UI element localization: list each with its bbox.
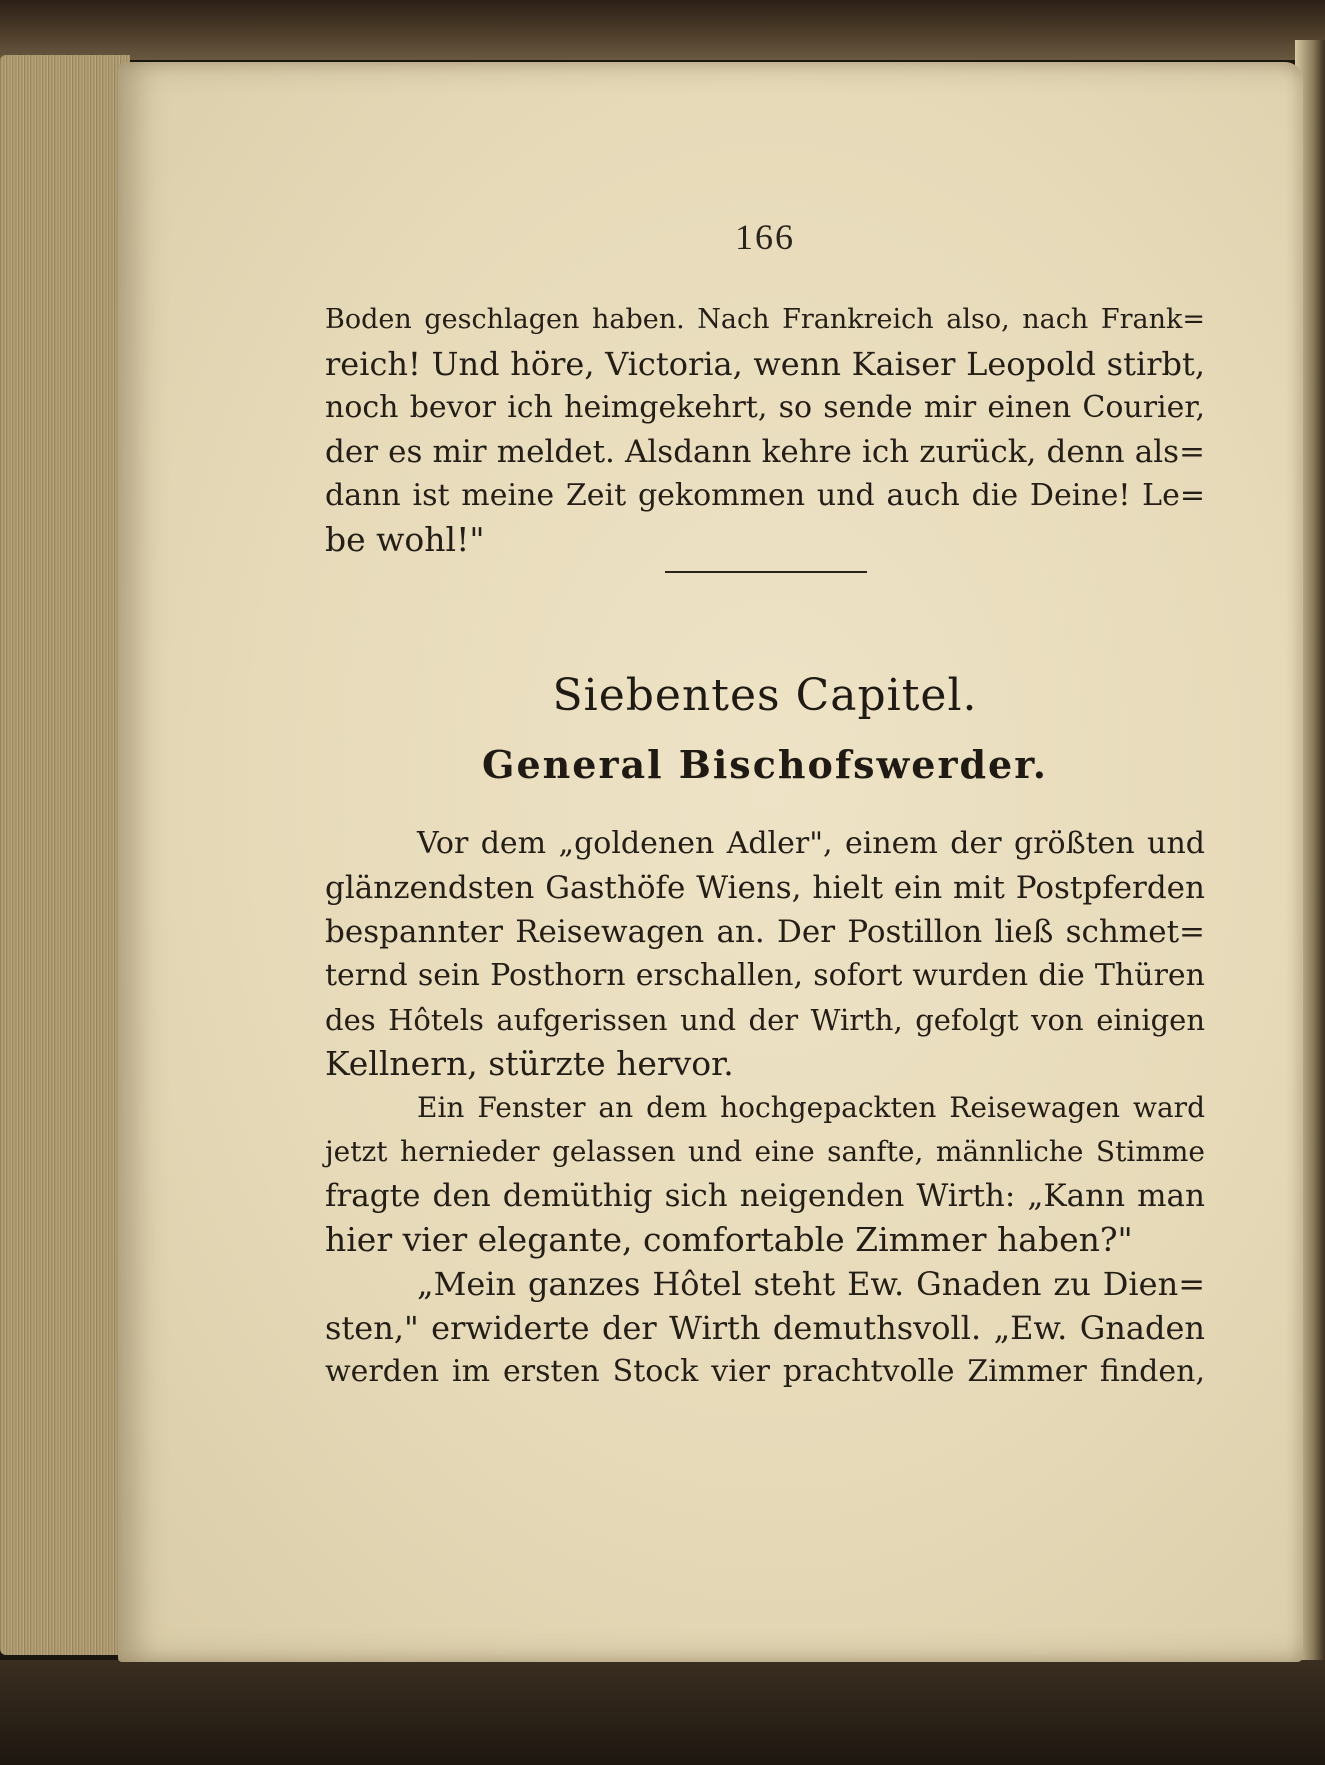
text-line: der es mir meldet. Alsdann kehre ich zurück, denn als= [325, 434, 1205, 470]
text-line: ternd sein Posthorn erschallen, sofort wurden die Thüren [325, 958, 1205, 993]
book-top-cover [0, 0, 1325, 60]
book-bottom-cover [0, 1660, 1325, 1765]
chapter-body [325, 822, 1205, 1394]
text-line: Ein Fenster an dem hochgepackten Reisewagen ward [417, 1091, 1205, 1124]
carryover-paragraph [325, 298, 1205, 562]
text-line: noch bevor ich heimgekehrt, so sende mir einen Courier, [325, 390, 1205, 425]
text-line: Kellnern, stürzte hervor. [325, 1044, 734, 1083]
section-divider [665, 571, 867, 573]
text-line: sten," erwiderte der Wirth demuthsvoll. „Ew. Gnaden [325, 1309, 1205, 1347]
text-line: Vor dem „goldenen Adler", einem der größten und [417, 826, 1205, 861]
text-line: glänzendsten Gasthöfe Wiens, hielt ein mit Postpferden [325, 870, 1205, 906]
text-line: hier vier elegante, comfortable Zimmer haben?" [325, 1220, 1133, 1259]
chapter-subtitle: General Bischofswerder. [482, 742, 1048, 787]
text-line: werden im ersten Stock vier prachtvolle Zimmer finden, [325, 1354, 1205, 1389]
text-line: des Hôtels aufgerissen und der Wirth, gefolgt von einigen [325, 1003, 1205, 1037]
text-line: „Mein ganzes Hôtel steht Ew. Gnaden zu Dien= [417, 1265, 1205, 1303]
text-line: jetzt hernieder gelassen und eine sanfte, männliche Stimme [325, 1135, 1205, 1168]
text-line: dann ist meine Zeit gekommen und auch die Deine! Le= [325, 478, 1205, 513]
text-line: bespannter Reisewagen an. Der Postillon ließ schmet= [325, 914, 1205, 950]
page-stack-edge [0, 55, 130, 1655]
text-line: reich! Und höre, Victoria, wenn Kaiser Leopold stirbt, [325, 345, 1205, 383]
text-line: fragte den demüthig sich neigenden Wirth: „Kann man [325, 1178, 1205, 1214]
page-number: 166 [735, 217, 795, 257]
text-line: be wohl!" [325, 520, 485, 559]
text-line: Boden geschlagen haben. Nach Frankreich also, nach Frank= [325, 304, 1205, 335]
chapter-title: Siebentes Capitel. [552, 670, 978, 721]
